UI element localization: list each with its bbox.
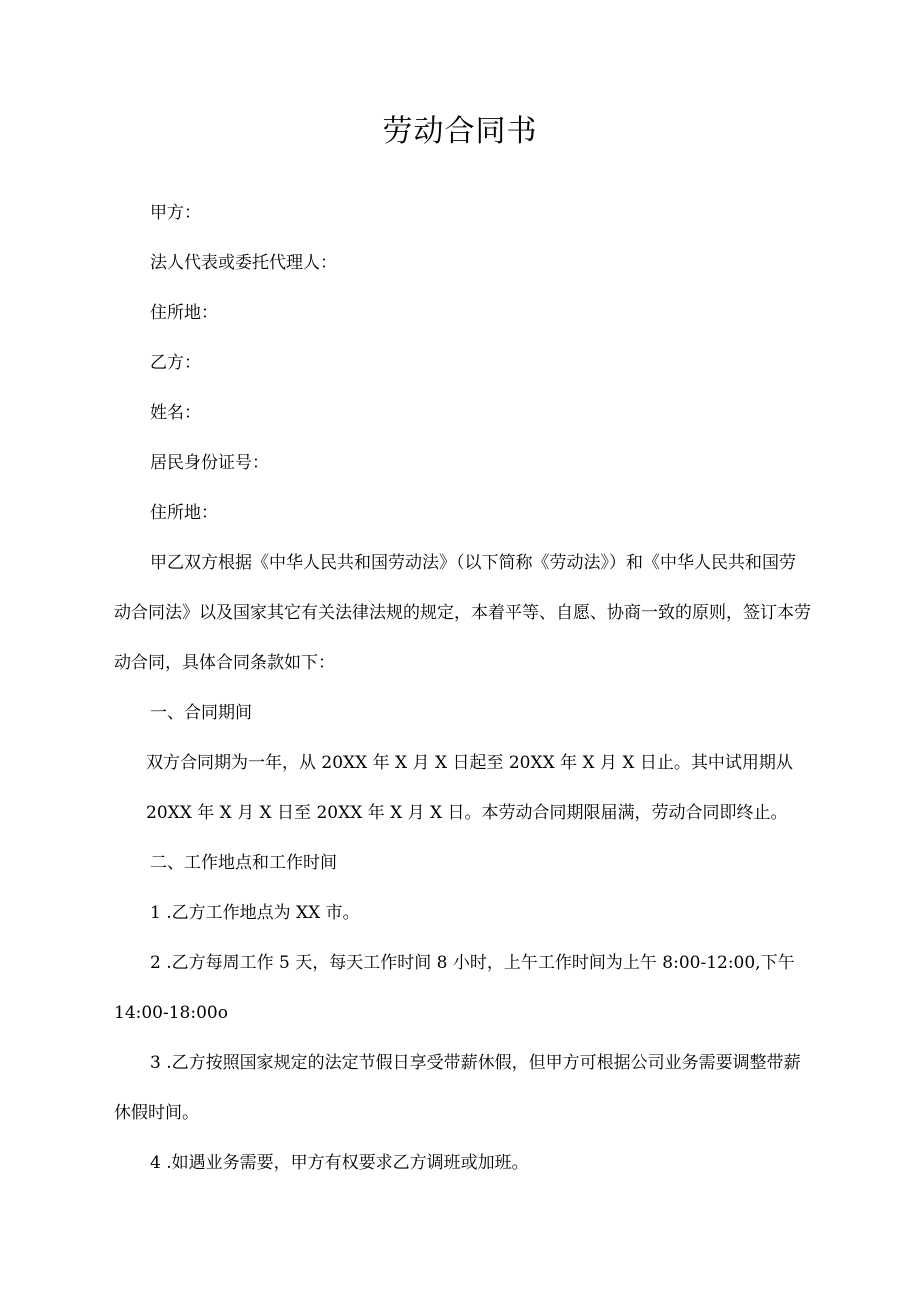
party-a-address: 住所地： — [150, 303, 218, 323]
intro-line-3: 动合同，具体合同条款如下： — [114, 653, 335, 673]
document-title: 劳动合同书 — [382, 114, 538, 149]
party-b-id-number: 居民身份证号： — [150, 453, 269, 473]
section2-item-3-line-1: 3 .乙方按照国家规定的法定节假日享受带薪休假，但甲方可根据公司业务需要调整带薪 — [150, 1053, 801, 1073]
section2-item-4: 4 .如遇业务需要，甲方有权要求乙方调班或加班。 — [150, 1153, 529, 1173]
section2-item-1: 1 .乙方工作地点为 XX 市。 — [150, 903, 360, 923]
section1-line-1: 双方合同期为一年，从 20XX 年 X 月 X 日起至 20XX 年 X 月 X 日止。其中试用期从 — [146, 753, 793, 773]
section1-heading: 一、合同期间 — [150, 703, 252, 723]
intro-line-2: 动合同法》以及国家其它有关法律法规的规定，本着平等、自愿、协商一致的原则，签订本劳 — [114, 603, 811, 623]
section2-item-3-line-2: 休假时间。 — [114, 1103, 199, 1123]
party-b-label: 乙方： — [150, 353, 201, 373]
section2-item-2-line-2: 14:00-18:00o — [114, 1003, 228, 1023]
party-a-label: 甲方： — [150, 203, 201, 223]
section2-item-2-line-1: 2 .乙方每周工作 5 天，每天工作时间 8 小时，上午工作时间为上午 8:00-12:00,下午 — [150, 953, 795, 973]
party-a-representative: 法人代表或委托代理人： — [150, 253, 337, 273]
party-b-address: 住所地： — [150, 503, 218, 523]
section2-heading: 二、工作地点和工作时间 — [150, 853, 337, 873]
party-b-name: 姓名： — [150, 403, 201, 423]
intro-line-1: 甲乙双方根据《中华人民共和国劳动法》（以下简称《劳动法》）和《中华人民共和国劳 — [150, 553, 796, 573]
section1-line-2: 20XX 年 X 月 X 日至 20XX 年 X 月 X 日。本劳动合同期限届满，劳动合同即终止。 — [146, 803, 788, 823]
